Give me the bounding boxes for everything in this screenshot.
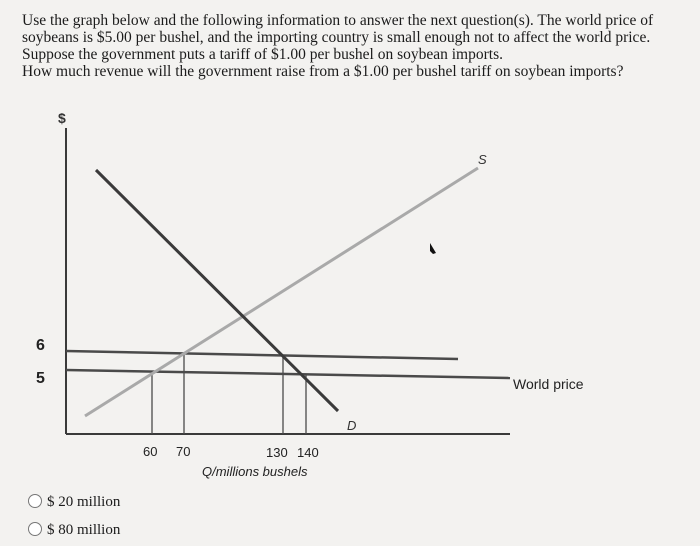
world-price-line <box>66 370 510 378</box>
answer-label: $ 80 million <box>47 522 121 538</box>
question-line: How much revenue will the government raise from a $1.00 per bushel tariff on soybean imports? <box>22 63 624 80</box>
answer-label: $ 20 million <box>47 494 121 510</box>
y-axis-label: $ <box>58 110 66 126</box>
price-line-6 <box>66 351 458 359</box>
x-tick-70: 70 <box>176 444 191 459</box>
radio-button[interactable] <box>28 494 42 508</box>
y-tick-6: 6 <box>36 337 45 354</box>
x-axis-label: Q/millions bushels <box>202 464 308 479</box>
question-line: soybeans is $5.00 per bushel, and the importing country is small enough not to affect the world price. <box>22 29 651 46</box>
answer-option-2[interactable] <box>28 522 120 539</box>
demand-curve <box>96 170 338 411</box>
supply-label: S <box>478 152 487 167</box>
question-line: Suppose the government puts a tariff of $1.00 per bushel on soybean imports. <box>22 46 503 63</box>
world-price-label: World price <box>513 376 584 392</box>
supply-curve <box>85 168 478 416</box>
x-tick-140: 140 <box>297 445 319 460</box>
x-tick-130: 130 <box>266 445 288 460</box>
y-tick-5: 5 <box>36 370 45 387</box>
demand-label: D <box>347 418 357 433</box>
answer-option-1[interactable] <box>28 494 120 511</box>
x-tick-60: 60 <box>143 444 158 459</box>
radio-button[interactable] <box>28 522 42 536</box>
cursor-icon <box>430 243 436 254</box>
question-line: Use the graph below and the following information to answer the next question(s). The world price of <box>22 12 654 29</box>
